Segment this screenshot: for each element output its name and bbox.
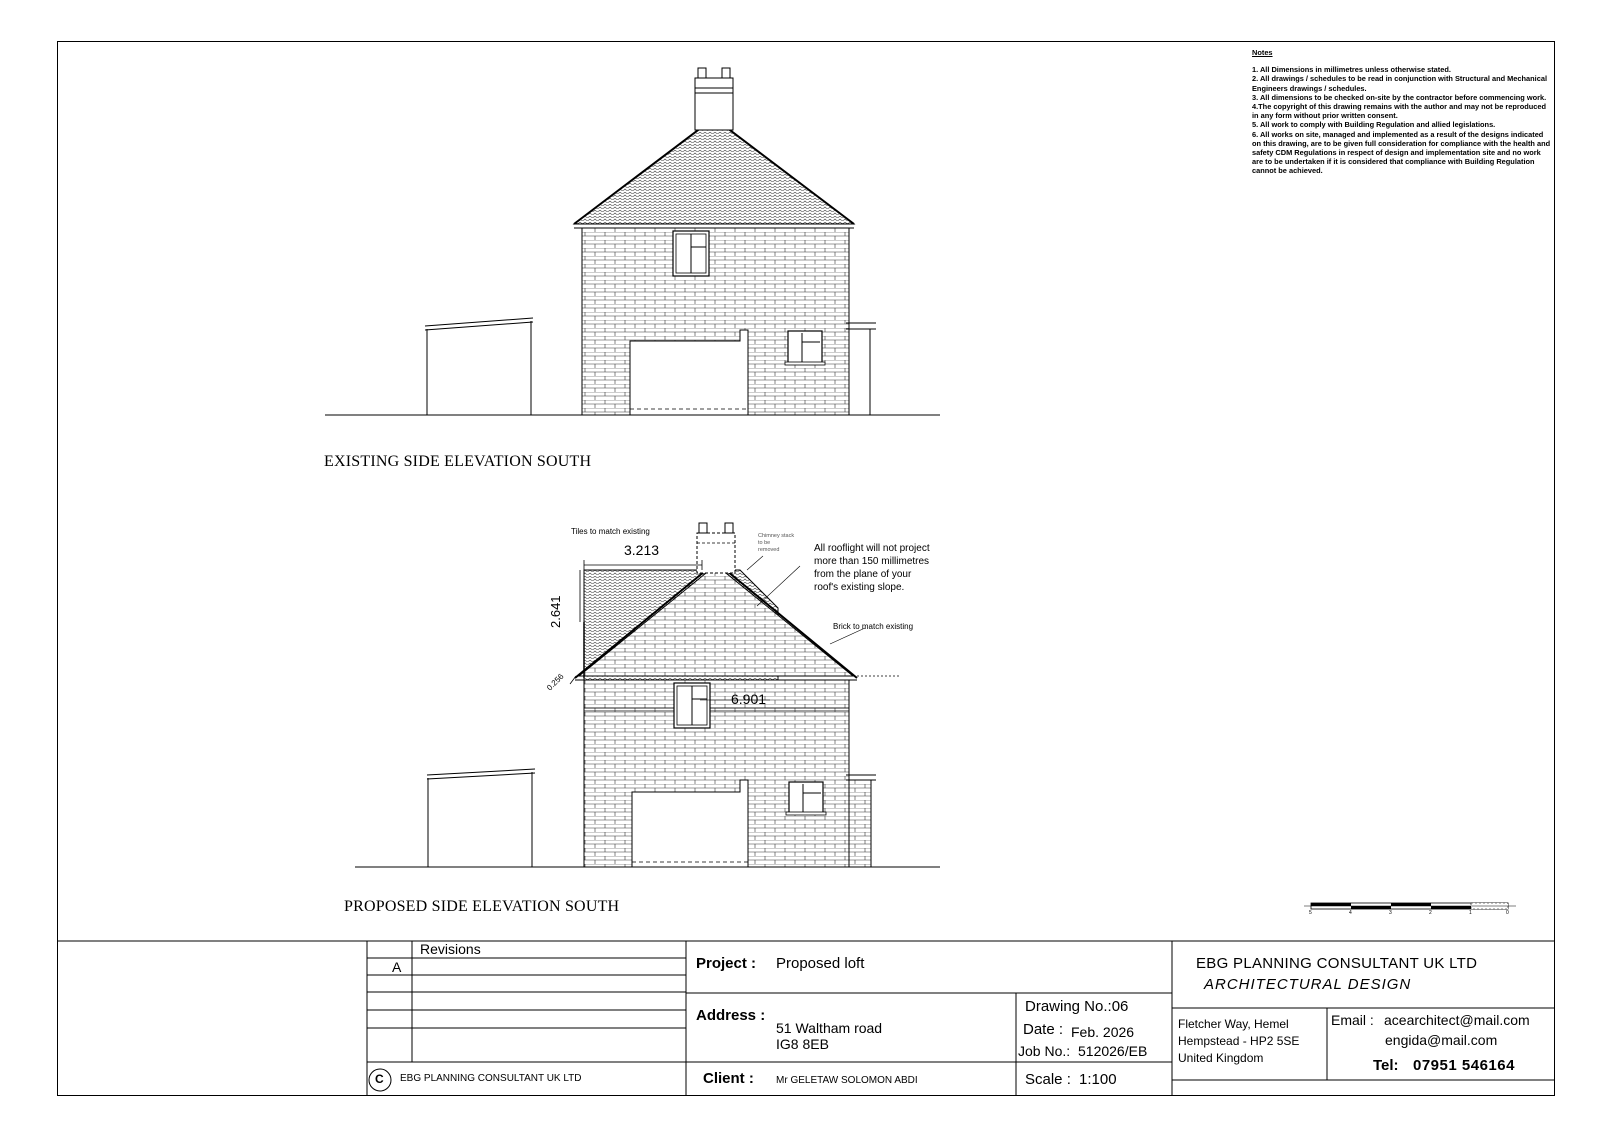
proposed-garage-opening bbox=[632, 780, 748, 867]
revisions-label: Revisions bbox=[420, 941, 481, 957]
existing-garage-opening bbox=[630, 330, 748, 415]
proposed-side-extension bbox=[846, 775, 876, 867]
note-item: 3. All dimensions to be checked on-site by the contractor before commencing work. bbox=[1252, 92, 1547, 102]
note-item: 4.The copyright of this drawing remains with the author and may not be reproduced in any form without prior written consent. bbox=[1252, 102, 1547, 121]
proposed-lower-window bbox=[786, 782, 826, 815]
dimension-height: 2.641 bbox=[548, 595, 563, 628]
note-item: 6. All works on site, managed and implemented as a result of the designs indicated on this drawing, are to be given full consideration for compliance with the health and safety CDM Regulations in respect of design and implementation site and no work are to be undertaken if it is considered that compliance with Building Regulation cannot be achieved. bbox=[1252, 129, 1551, 176]
address-line-2: IG8 8EB bbox=[776, 1036, 829, 1052]
scale-label: 0 bbox=[1506, 910, 1509, 916]
drawing-number: Drawing No.:06 bbox=[1025, 998, 1129, 1015]
proposed-annex-left bbox=[427, 769, 535, 867]
existing-upper-window bbox=[673, 231, 709, 276]
note-item: 1. All Dimensions in millimetres unless otherwise stated. bbox=[1252, 65, 1451, 75]
revision-letter: A bbox=[392, 959, 402, 975]
existing-chimney bbox=[695, 68, 733, 130]
proposed-elevation-title: PROPOSED SIDE ELEVATION SOUTH bbox=[344, 898, 620, 915]
tel-value[interactable]: 07951 546164 bbox=[1413, 1057, 1515, 1074]
existing-elevation-title: EXISTING SIDE ELEVATION SOUTH bbox=[324, 453, 592, 470]
address-line-1: 51 Waltham road bbox=[776, 1020, 883, 1036]
chimney-annotation-3: removed bbox=[758, 547, 780, 553]
existing-side-extension bbox=[846, 323, 876, 415]
date-label: Date : bbox=[1023, 1021, 1064, 1038]
client-label: Client : bbox=[703, 1070, 754, 1087]
copyright-icon: C bbox=[375, 1072, 384, 1086]
company-address-2: Hempstead - HP2 5SE bbox=[1178, 1034, 1300, 1048]
existing-roof bbox=[574, 118, 854, 224]
existing-lower-window bbox=[785, 331, 825, 365]
brick-annotation: Brick to match existing bbox=[833, 622, 914, 631]
tel-label: Tel: bbox=[1373, 1057, 1399, 1074]
scale-label: 1 bbox=[1469, 910, 1472, 916]
company-address-3: United Kingdom bbox=[1178, 1051, 1264, 1065]
address-label: Address : bbox=[696, 1007, 766, 1024]
chimney-annotation-2: to be bbox=[758, 540, 771, 546]
rooflight-annotation-1: All rooflight will not project bbox=[814, 543, 930, 554]
project-value: Proposed loft bbox=[776, 955, 865, 972]
note-item: 2. All drawings / schedules to be read in conjunction with Structural and Mechanical Engineers drawings / schedules. bbox=[1252, 74, 1547, 93]
copyright-text: EBG PLANNING CONSULTANT UK LTD bbox=[400, 1073, 582, 1084]
scale-label: 2 bbox=[1429, 910, 1432, 916]
rooflight-annotation-2: more than 150 millimetres bbox=[814, 556, 930, 567]
scale-label: 3 bbox=[1389, 910, 1392, 916]
scale-label: 4 bbox=[1349, 910, 1352, 916]
general-notes bbox=[1252, 48, 1552, 176]
company-tagline: ARCHITECTURAL DESIGN bbox=[1204, 976, 1412, 993]
rooflight-annotation-4: roof's existing slope. bbox=[814, 582, 905, 593]
scale-label: 5 bbox=[1309, 910, 1312, 916]
note-item: 5. All work to comply with Building Regulation and allied legislations. bbox=[1252, 120, 1496, 130]
job-label: Job No.: bbox=[1018, 1043, 1071, 1059]
dimension-width: 3.213 bbox=[624, 542, 660, 558]
tiles-annotation: Tiles to match existing bbox=[571, 527, 650, 536]
client-value: Mr GELETAW SOLOMON ABDI bbox=[776, 1075, 918, 1086]
company-address-1: Fletcher Way, Hemel bbox=[1178, 1017, 1289, 1031]
scale-label-title: Scale : bbox=[1025, 1071, 1071, 1088]
scale-bar bbox=[1304, 903, 1516, 909]
chimney-annotation-1: Chimney stack bbox=[758, 533, 795, 539]
project-label: Project : bbox=[696, 955, 757, 972]
scale-value: 1:100 bbox=[1079, 1071, 1117, 1088]
existing-annex-left bbox=[425, 318, 533, 415]
date-value: Feb. 2026 bbox=[1071, 1024, 1135, 1040]
email-link-1[interactable]: acearchitect@mail.com bbox=[1384, 1012, 1530, 1028]
proposed-chimney bbox=[697, 523, 735, 573]
job-value: 512026/EB bbox=[1078, 1043, 1148, 1059]
email-link-2[interactable]: engida@mail.com bbox=[1385, 1032, 1498, 1048]
dimension-small: 0.256 bbox=[545, 671, 566, 693]
proposed-upper-window bbox=[674, 683, 710, 728]
company-name: EBG PLANNING CONSULTANT UK LTD bbox=[1196, 955, 1478, 972]
existing-elevation bbox=[325, 68, 940, 415]
notes-heading: Notes bbox=[1252, 48, 1273, 57]
dimension-mid: 6.901 bbox=[731, 691, 767, 707]
email-label: Email : bbox=[1331, 1012, 1374, 1028]
rooflight-annotation-3: from the plane of your bbox=[814, 569, 912, 580]
